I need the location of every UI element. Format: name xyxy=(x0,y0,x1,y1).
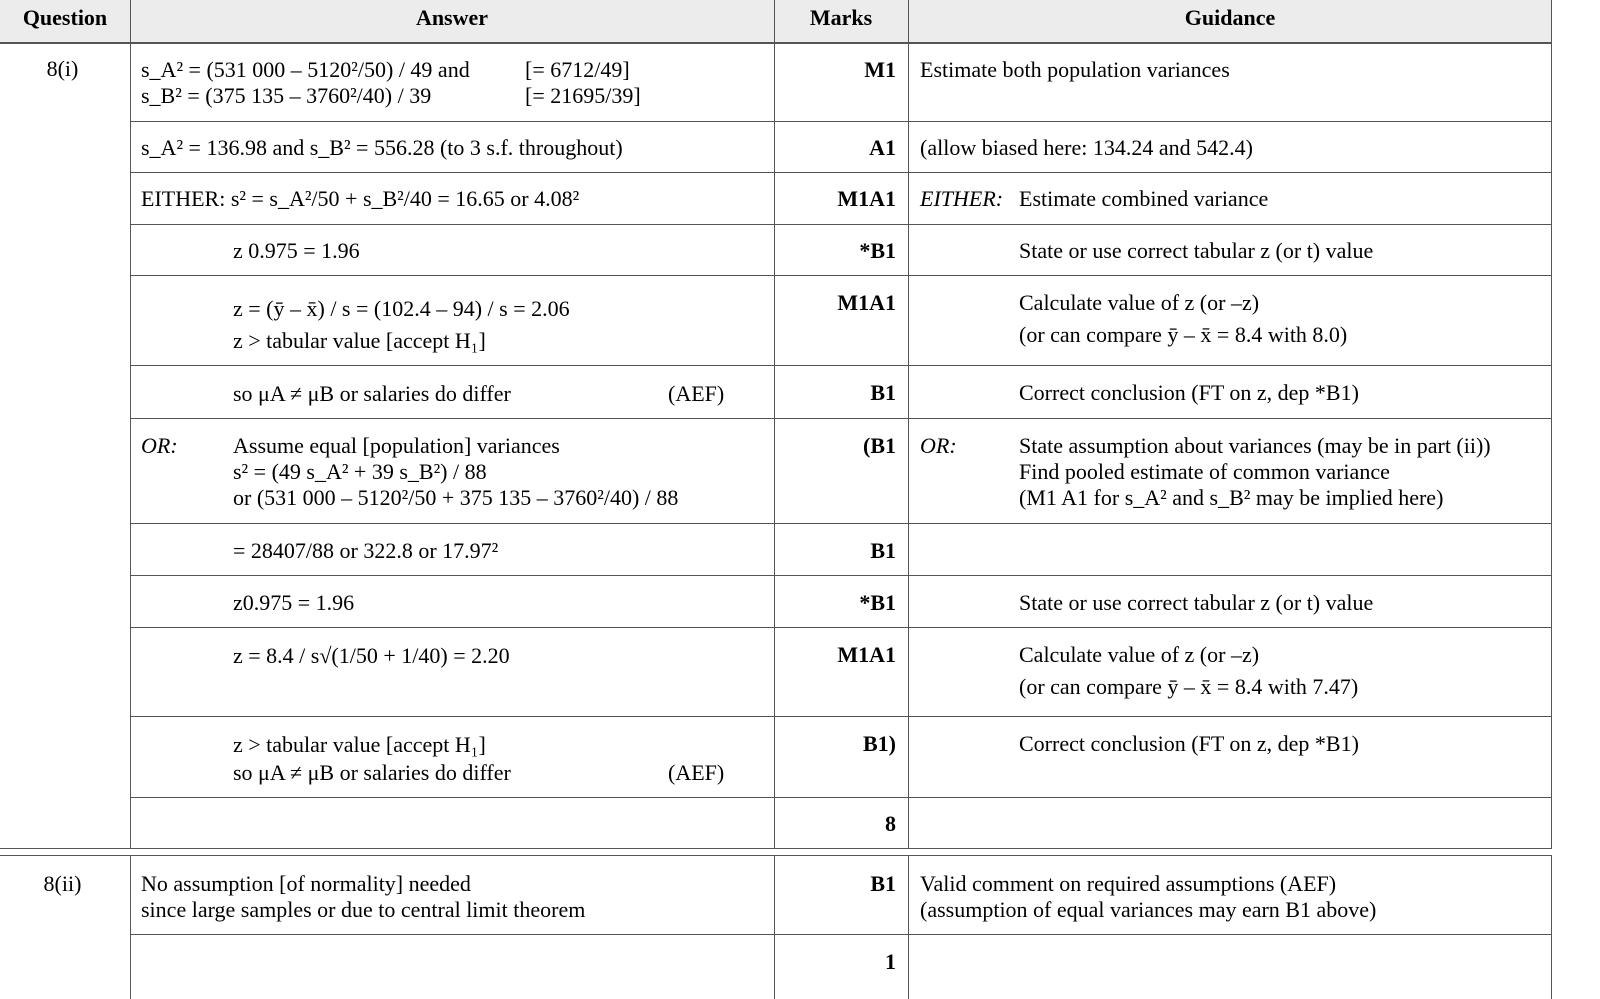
row-divider xyxy=(130,224,1552,225)
guidance-text: (M1 A1 for s_A² and s_B² may be implied here) xyxy=(1019,485,1444,510)
guidance-text: Estimate combined variance xyxy=(1019,186,1269,211)
answer-line: so μA ≠ μB or salaries do differ xyxy=(233,381,511,406)
mark-value: *B1 xyxy=(859,238,896,263)
section-divider xyxy=(0,848,1552,849)
row-divider xyxy=(130,716,1552,717)
mark-value: B1 xyxy=(870,380,896,405)
row-divider xyxy=(130,172,1552,173)
answer-line: = 28407/88 or 322.8 or 17.97² xyxy=(233,538,499,563)
row-divider xyxy=(130,934,1552,935)
column-divider xyxy=(1551,855,1552,999)
guidance-text: (allow biased here: 134.24 and 542.4) xyxy=(920,135,1253,160)
column-divider xyxy=(908,0,909,849)
mark-value: M1A1 xyxy=(837,642,896,667)
answer-line: s_A² = 136.98 and s_B² = 556.28 (to 3 s.f. throughout) xyxy=(141,135,623,160)
header-question: Question xyxy=(22,5,108,30)
answer-line: z = (ȳ – x̄) / s = (102.4 – 94) / s = 2.06 xyxy=(233,296,570,321)
guidance-text: Calculate value of z (or –z) xyxy=(1019,642,1260,667)
answer-line: z = 8.4 / s√(1/50 + 1/40) = 2.20 xyxy=(233,643,510,668)
row-divider xyxy=(130,797,1552,798)
guidance-label: EITHER: xyxy=(920,186,1004,211)
row-divider xyxy=(130,418,1552,419)
mark-value: M1A1 xyxy=(837,290,896,315)
total-marks: 8 xyxy=(885,811,896,836)
guidance-text: Correct conclusion (FT on z, dep *B1) xyxy=(1019,380,1359,405)
answer-label: OR: xyxy=(141,433,178,458)
row-divider xyxy=(130,121,1552,122)
guidance-text: Estimate both population variances xyxy=(920,57,1230,82)
row-divider xyxy=(130,523,1552,524)
guidance-text: State or use correct tabular z (or t) value xyxy=(1019,238,1374,263)
guidance-text: (assumption of equal variances may earn B1 above) xyxy=(920,897,1377,922)
answer-line: s_B² = (375 135 – 3760²/40) / 39 xyxy=(141,83,432,108)
mark-value: (B1 xyxy=(863,433,896,458)
mark-value: B1 xyxy=(870,871,896,896)
mark-value: *B1 xyxy=(859,590,896,615)
row-divider xyxy=(130,627,1552,628)
column-divider xyxy=(130,0,131,849)
answer-line: z > tabular value [accept H₁] xyxy=(233,328,486,353)
guidance-text: Valid comment on required assumptions (AEF) xyxy=(920,871,1337,896)
header-marks: Marks xyxy=(809,5,873,30)
question-number: 8(ii) xyxy=(43,871,82,896)
guidance-text: (or can compare ȳ – x̄ = 8.4 with 8.0) xyxy=(1019,322,1348,347)
column-divider xyxy=(130,855,131,999)
mark-value: M1A1 xyxy=(837,186,896,211)
row-divider xyxy=(130,575,1552,576)
answer-line: s² = (49 s_A² + 39 s_B²) / 88 xyxy=(233,459,487,484)
guidance-text: (or can compare ȳ – x̄ = 8.4 with 7.47) xyxy=(1019,674,1359,699)
answer-note: (AEF) xyxy=(668,381,725,406)
answer-note: [= 21695/39] xyxy=(525,83,641,108)
answer-line: so μA ≠ μB or salaries do differ xyxy=(233,760,511,785)
column-divider xyxy=(1551,0,1552,849)
guidance-text: State assumption about variances (may be in part (ii)) xyxy=(1019,433,1491,458)
row-divider xyxy=(130,275,1552,276)
answer-line: s_A² = (531 000 – 5120²/50) / 49 and xyxy=(141,57,470,82)
row-divider xyxy=(0,42,1552,43)
guidance-text: Correct conclusion (FT on z, dep *B1) xyxy=(1019,731,1359,756)
section-divider xyxy=(0,855,1552,856)
question-number: 8(i) xyxy=(46,56,79,81)
guidance-text: Find pooled estimate of common variance xyxy=(1019,459,1390,484)
guidance-text: Calculate value of z (or –z) xyxy=(1019,290,1260,315)
column-divider xyxy=(774,0,775,849)
answer-line: z > tabular value [accept H₁] xyxy=(233,732,486,757)
answer-line: or (531 000 – 5120²/50 + 375 135 – 3760²/40) / 88 xyxy=(233,485,679,510)
column-divider xyxy=(908,855,909,999)
answer-line: No assumption [of normality] needed xyxy=(141,871,471,896)
guidance-text: State or use correct tabular z (or t) value xyxy=(1019,590,1374,615)
answer-line: since large samples or due to central limit theorem xyxy=(141,897,586,922)
mark-value: M1 xyxy=(864,57,896,82)
answer-line: z0.975 = 1.96 xyxy=(233,590,355,615)
mark-value: A1 xyxy=(869,135,896,160)
answer-line: z 0.975 = 1.96 xyxy=(233,238,360,263)
row-divider xyxy=(130,365,1552,366)
answer-line: EITHER: s² = s_A²/50 + s_B²/40 = 16.65 or 4.08² xyxy=(141,186,580,211)
answer-note: [= 6712/49] xyxy=(525,57,630,82)
header-guidance: Guidance xyxy=(1184,5,1276,30)
answer-note: (AEF) xyxy=(668,760,725,785)
total-marks: 1 xyxy=(885,949,896,974)
answer-line: Assume equal [population] variances xyxy=(233,433,560,458)
header-answer: Answer xyxy=(415,5,489,30)
guidance-label: OR: xyxy=(920,433,957,458)
mark-value: B1 xyxy=(870,538,896,563)
mark-value: B1) xyxy=(863,731,896,756)
